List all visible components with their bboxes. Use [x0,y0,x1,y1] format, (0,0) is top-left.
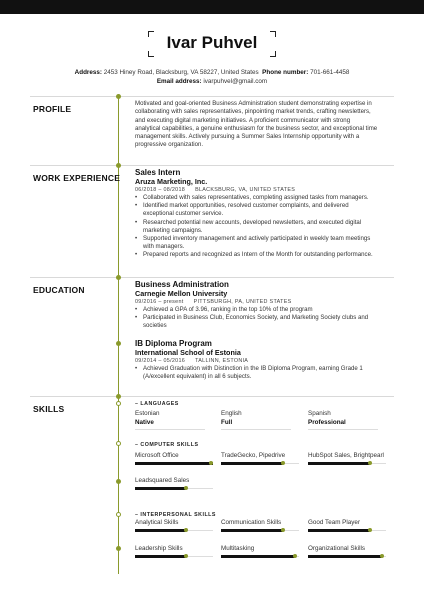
language-estonian: Estonian Native [135,410,205,430]
phone-label: Phone number: [262,69,309,76]
contact-line-1 [0,69,424,76]
education-meta: 09/2016 – present PITTSBURGH, PA, UNITED STATES [135,299,292,305]
timeline-dot [116,341,121,346]
phone-value: 701-661-4458 [310,69,350,76]
timeline-dot [116,94,121,99]
job-entry [135,168,397,260]
language-spanish: Spanish Professional [308,410,378,430]
skill-microsoft-office: Microsoft Office [135,452,213,465]
section-title-skills: SKILLS [33,404,65,414]
section-title-profile: PROFILE [33,104,72,114]
job-title: Sales Intern [135,168,181,177]
divider-profile [30,96,394,97]
skill-tradegecko-pipedrive: TradeGecko, Pipedrive [221,452,299,465]
timeline-dot-hollow [116,441,121,446]
language-english: English Full [221,410,291,430]
interpersonal-skills-heading: – INTERPERSONAL SKILLS [135,512,216,518]
contact-line-2 [0,78,424,85]
section-title-education: EDUCATION [33,285,85,295]
timeline-dot-hollow [116,512,121,517]
job-company: Aruza Marketing, Inc. [135,176,208,186]
skill-team-player: Good Team Player [308,519,386,532]
top-bar [0,0,424,14]
degree-title: Business Administration [135,280,229,289]
education-entry-cmu [135,280,397,331]
computer-skills-heading: – COMPUTER SKILLS [135,442,199,448]
job-meta: 06/2018 – 08/2018 BLACKSBURG, VA, UNITED STATES [135,187,296,193]
job-bullets: • Collaborated with sales representatives, completing assigned tasks from managers. • Identified market opportunities, resolved customer complaints, and delivered exceptional customer service. • Researched potential new accounts, developed newsletters, and executed digital marketing campaigns. • Supported inventory management and actively participated in weekly team meetings with managers. • Prepared reports and recognized as Intern of the Month for outstanding performance. [135,194,397,260]
skill-leadsquared: Leadsquared Sales [135,477,213,490]
timeline-dot-hollow [116,401,121,406]
timeline-dot [116,163,121,168]
email-value: ivarpuhvel@gmail.com [203,78,268,85]
timeline-dot [116,394,121,399]
degree-title: IB Diploma Program [135,339,212,348]
timeline-dot [116,479,121,484]
skill-multitasking: Multitasking [221,545,299,558]
skill-leadership: Leadership Skills [135,545,213,558]
timeline-dot [116,275,121,280]
divider-education [30,277,394,278]
skill-analytical: Analytical Skills [135,519,213,532]
address-value: 2453 Hiney Road, Blacksburg, VA 58227, United States [103,69,259,76]
address-label: Address: [74,69,102,76]
divider-work [30,165,394,166]
skill-hubspot-brightpearl: HubSpot Sales, Brightpearl [308,452,386,465]
education-entry-ise [135,339,397,381]
education-bullets: • Achieved a GPA of 3.96, ranking in the top 10% of the program • Participated in Business Club, Economics Society, and Marketing Society clubs and societies [135,306,397,331]
school-name: Carnegie Mellon University [135,288,228,298]
name-frame [148,31,276,57]
languages-heading: – LANGUAGES [135,401,179,407]
candidate-name: Ivar Puhvel [166,33,258,52]
divider-skills [30,396,394,397]
skill-organizational: Organizational Skills [308,545,386,558]
timeline-dot [116,546,121,551]
email-label: Email address: [156,78,202,85]
education-meta: 09/2014 – 05/2016 TALLINN, ESTONIA [135,358,249,364]
education-bullets: • Achieved Graduation with Distinction in the IB Diploma Program, earning Grade 1 (A/excellent equivalent) in all 6 subjects. [135,365,397,381]
section-title-work: WORK EXPERIENCE [33,173,121,183]
school-name: International School of Estonia [135,347,241,357]
skill-communication: Communication Skills [221,519,299,532]
profile-summary: Motivated and goal-oriented Business Administration student demonstrating expertise in collaborating with sales representatives, pinpointing market trends, crafting newsletters, and executing digital marketing initiatives. A proficient communicator with strong analytical capabilities, a genuine enthusiasm for the business sector, and exceptional time management skills. Actively pursuing a Summer Sales Internship opportunity with a progressive organization. [135,100,378,149]
